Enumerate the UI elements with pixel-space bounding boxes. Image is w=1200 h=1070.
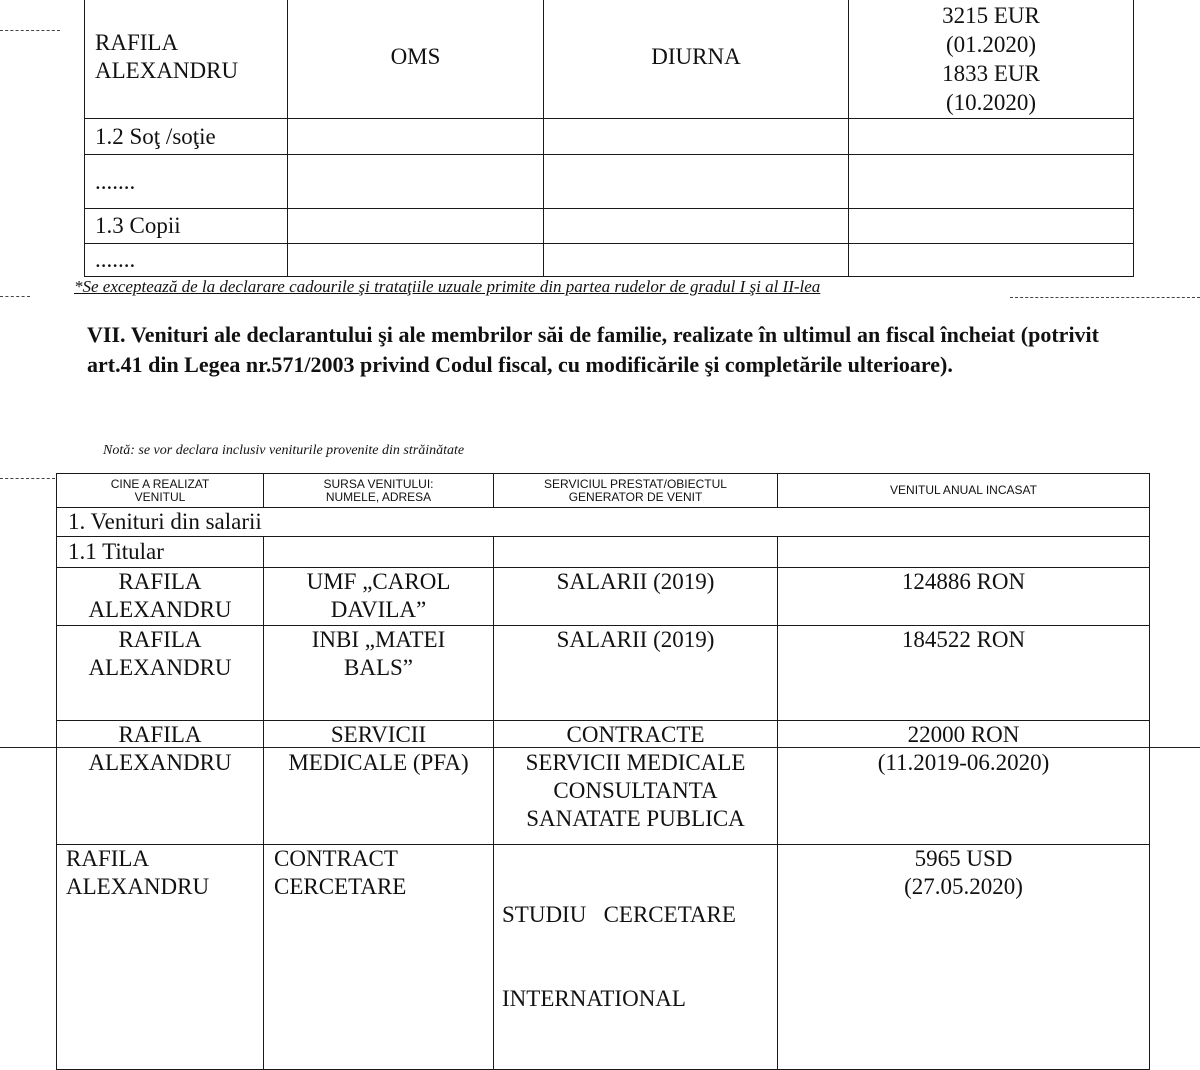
- income-header-service: SERVICIUL PRESTAT/OBIECTUL GENERATOR DE VENIT: [494, 474, 778, 508]
- income-header-amount: VENITUL ANUAL INCASAT: [778, 474, 1150, 508]
- gifts-footnote: *Se exceptează de la declarare cadourile şi trataţiile uzuale primite din partea rudelor de gradul I şi al II-lea: [74, 277, 821, 296]
- table-row: [57, 845, 1150, 1070]
- children-dots: .......: [85, 244, 288, 277]
- gift-value-line2: (01.2020): [945, 31, 1037, 57]
- spouse-label: 1.2 Soţ /soţie: [85, 119, 288, 155]
- income-amount-cell: 5965 USD (27.05.2020): [778, 845, 1150, 1070]
- table-row: [57, 626, 1150, 721]
- income-amount-cell: 124886 RON: [778, 568, 1150, 626]
- income-service-cell: SALARII (2019): [494, 568, 778, 626]
- gift-value-cell: [849, 0, 1134, 119]
- income-header-who: CINE A REALIZAT VENITUL: [57, 474, 264, 508]
- section-vii-note: Notă: se vor declara inclusiv veniturile provenite din străinătate: [103, 443, 465, 458]
- table-row: [57, 721, 1150, 845]
- income-section-salaries: 1. Venituri din salarii: [57, 508, 1150, 537]
- income-source-cell: SERVICII MEDICALE (PFA): [264, 721, 494, 845]
- gift-value-line1: 3215 EUR: [942, 2, 1040, 28]
- income-table: [56, 473, 1150, 1070]
- scan-mark-footnote-left: [0, 296, 30, 297]
- children-label: 1.3 Copii: [85, 209, 288, 244]
- income-who-cell: RAFILA ALEXANDRU: [57, 626, 264, 721]
- gift-value-line4: (10.2020): [945, 89, 1037, 115]
- spouse-dots: .......: [85, 155, 288, 209]
- income-header-source: SURSA VENITULUI: NUMELE, ADRESA: [264, 474, 494, 508]
- gift-recipient-line2: ALEXANDRU: [95, 57, 239, 83]
- income-amount-cell: 184522 RON: [778, 626, 1150, 721]
- income-service-cell: CONTRACTE SERVICII MEDICALE CONSULTANTA SANATATE PUBLICA: [494, 721, 778, 845]
- income-who-cell: RAFILA ALEXANDRU: [57, 721, 264, 845]
- income-source-cell: UMF „CAROL DAVILA”: [264, 568, 494, 626]
- scan-mark-top-left: [0, 30, 60, 31]
- gift-recipient-cell: [85, 0, 288, 119]
- section-vii-title: VII. Venituri ale declarantului şi ale membrilor săi de familie, realizate în ultimul an fiscal încheiat (potrivit art.41 din Legea nr.571/2003 privind Codul fiscal, cu modificările şi completările ulterioare).: [87, 322, 1099, 377]
- gift-organizer-cell: OMS: [288, 0, 544, 119]
- income-service-cell: STUDIU CERCETARE INTERNATIONAL: [494, 845, 778, 1070]
- income-who-cell: RAFILA ALEXANDRU: [57, 845, 264, 1070]
- income-who-cell: RAFILA ALEXANDRU: [57, 568, 264, 626]
- gift-recipient-line1: RAFILA: [95, 29, 179, 55]
- scan-mark-table-left: [0, 478, 55, 479]
- income-subsection-holder: 1.1 Titular: [57, 537, 264, 568]
- income-source-cell: CONTRACT CERCETARE: [264, 845, 494, 1070]
- gift-reason-cell: DIURNA: [544, 0, 849, 119]
- income-source-cell: INBI „MATEI BALS”: [264, 626, 494, 721]
- income-amount-cell: 22000 RON (11.2019-06.2020): [778, 721, 1150, 845]
- table-row: [57, 568, 1150, 626]
- gift-value-line3: 1833 EUR: [942, 60, 1040, 86]
- gifts-table: [84, 0, 1134, 277]
- income-service-cell: SALARII (2019): [494, 626, 778, 721]
- scan-mark-footnote-right: [1010, 297, 1200, 298]
